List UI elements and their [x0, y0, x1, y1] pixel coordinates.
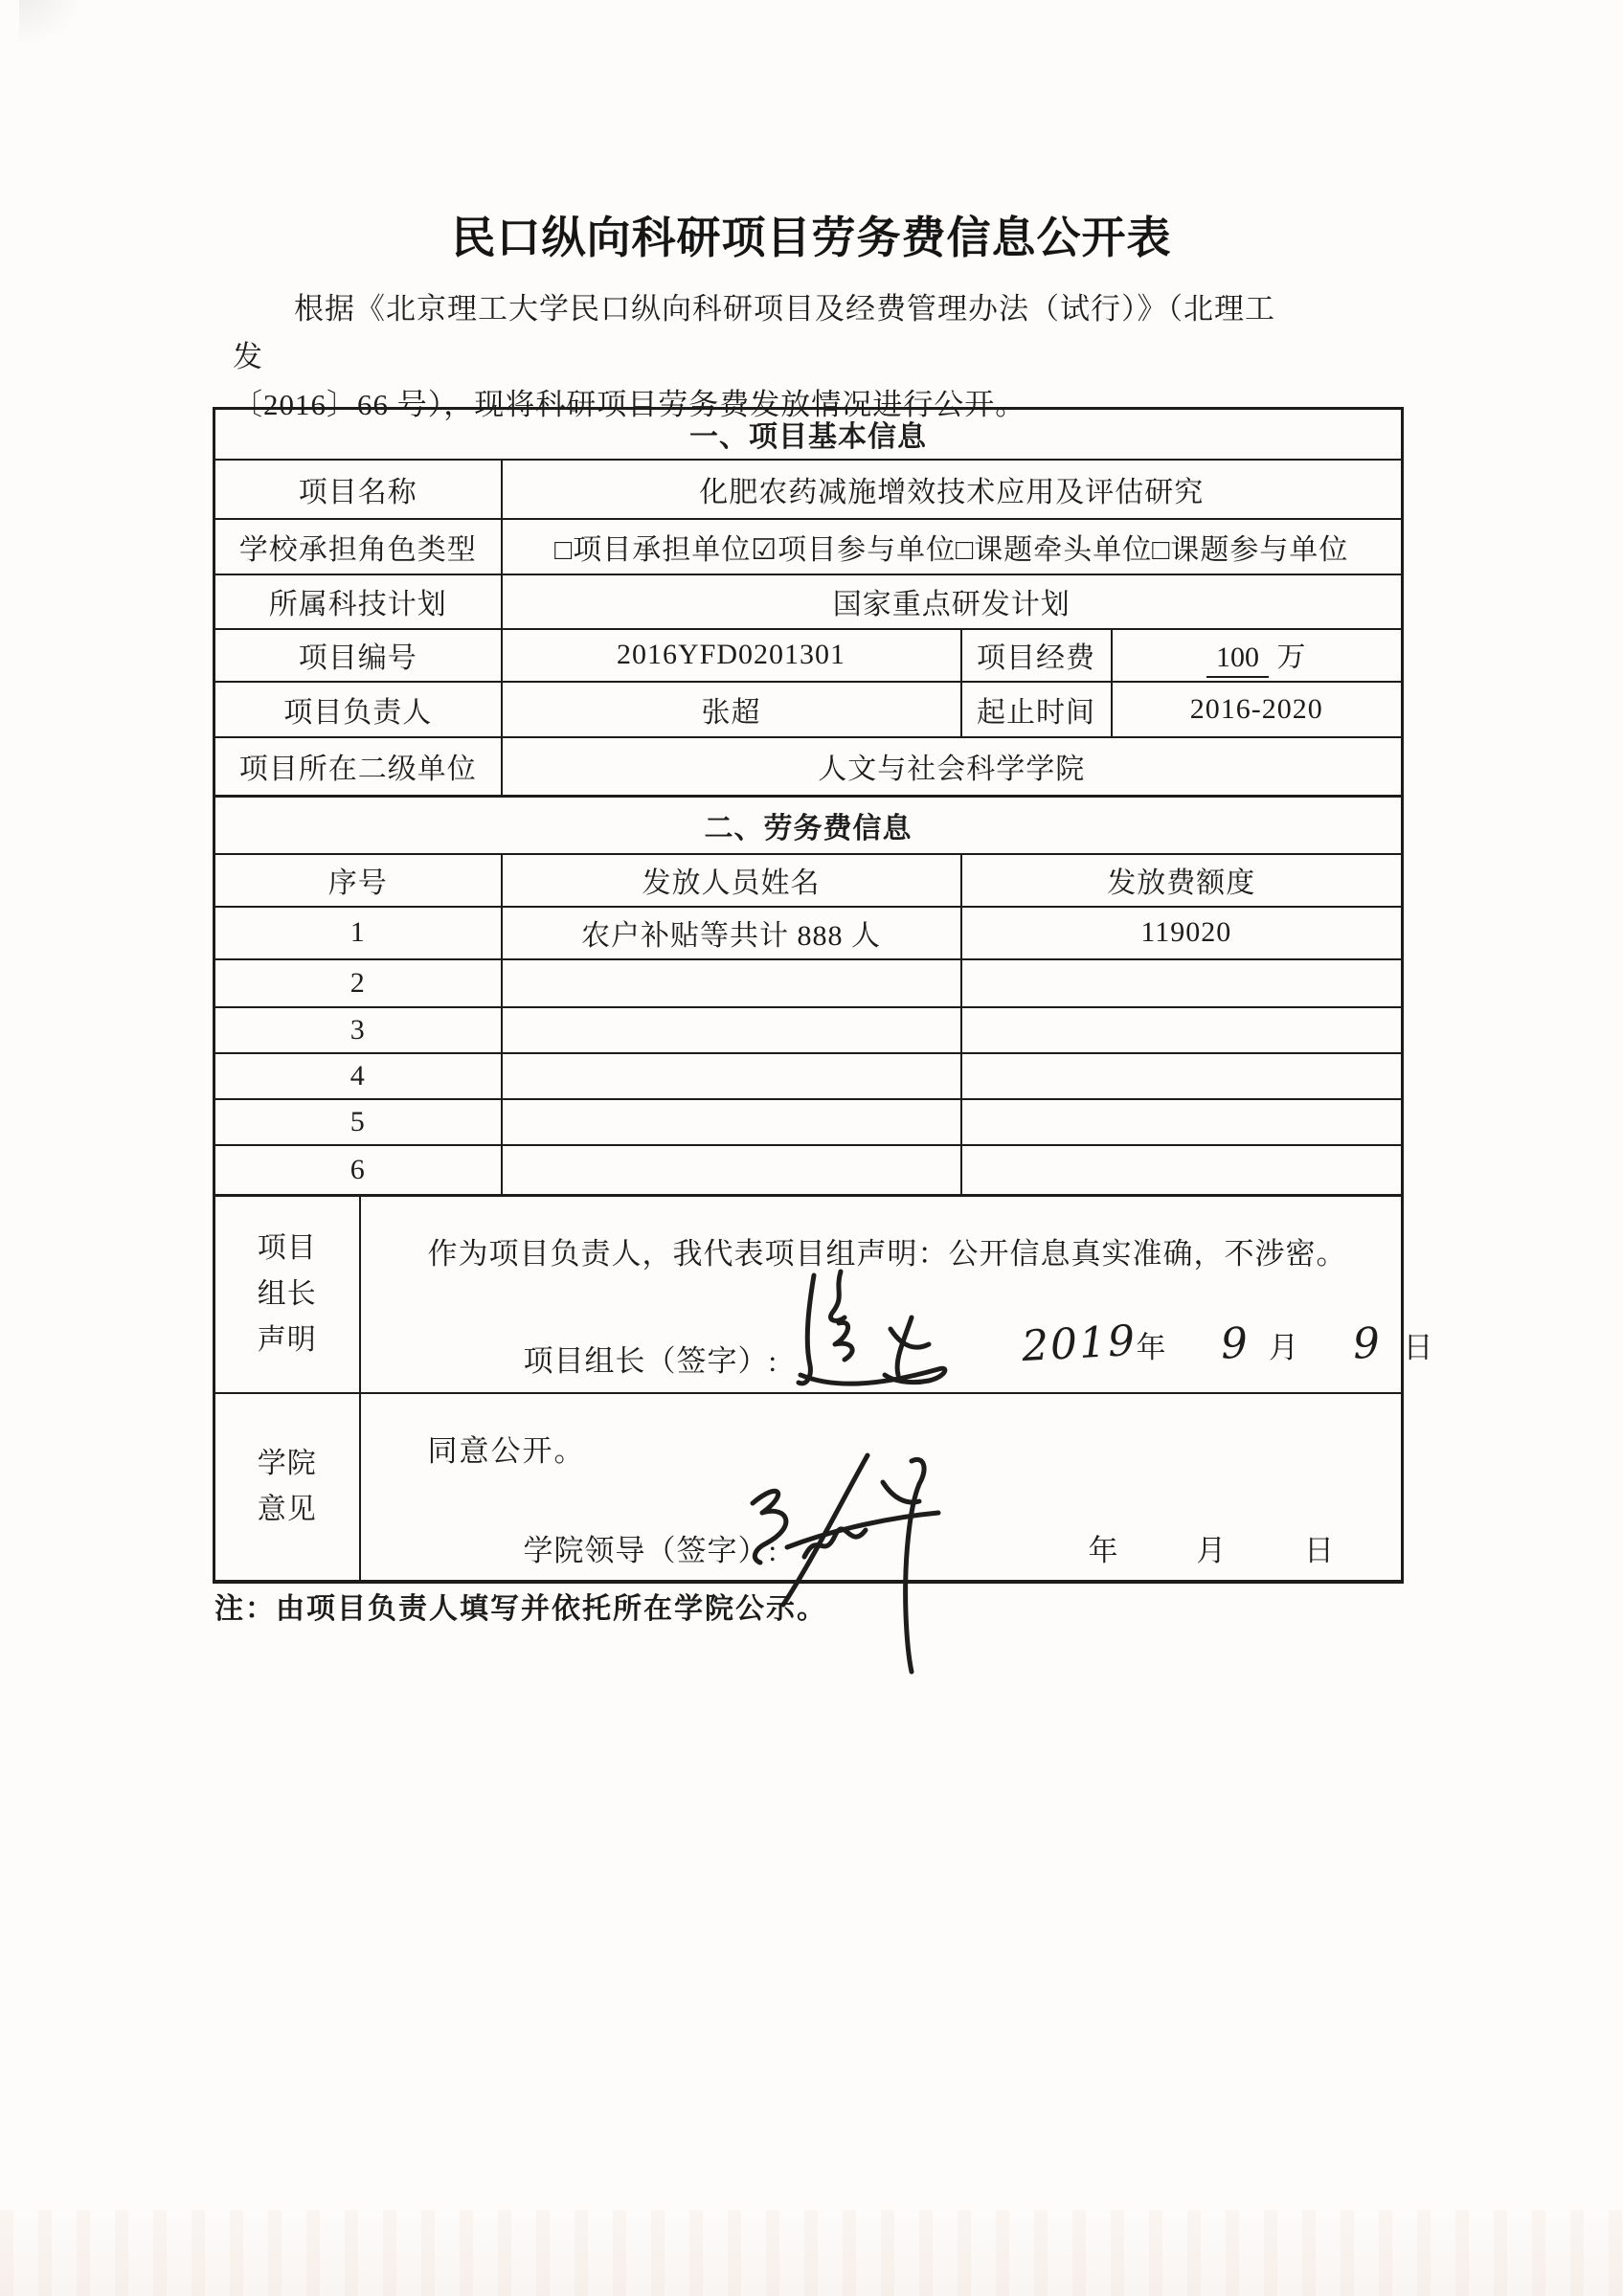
label-line: 组长 [257, 1277, 317, 1310]
table-row [214, 1145, 1403, 1196]
table-row [214, 907, 1403, 959]
row-amount [961, 1053, 1403, 1099]
statement-text: 作为项目负责人，我代表项目组声明：公开信息真实准确，不涉密。 [427, 1237, 1347, 1271]
role-type-label: 学校承担角色类型 [214, 519, 502, 574]
label-line: 声明 [257, 1323, 317, 1356]
row-name [502, 959, 961, 1007]
day-unit: 日 [1403, 1331, 1434, 1364]
month-unit: 月 [1268, 1331, 1299, 1364]
row-no: 1 [214, 907, 502, 959]
college-sign-label: 学院领导（签字）: [523, 1533, 778, 1567]
project-name-label: 项目名称 [214, 460, 502, 519]
row-amount [961, 1099, 1403, 1145]
footnote: 注：由项目负责人填写并依托所在学院公示。 [214, 1593, 827, 1625]
sci-plan-value: 国家重点研发计划 [502, 574, 1403, 629]
budget-unit: 万 [1276, 641, 1307, 673]
project-number-value: 2016YFD0201301 [502, 629, 961, 682]
intro-line-2: 〔2016〕66 号），现将科研项目劳务费发放情况进行公开。 [233, 388, 1026, 421]
label-line: 学院 [257, 1447, 317, 1479]
college-opinion-cell [360, 1393, 1403, 1582]
label-line: 意见 [257, 1493, 317, 1525]
row-name [502, 1145, 961, 1196]
leader-sign-label: 项目组长（签字）: [523, 1344, 778, 1378]
unit-label: 项目所在二级单位 [214, 737, 502, 797]
leader-sign-date [1020, 1316, 1434, 1372]
row-amount [961, 1145, 1403, 1196]
row-name [502, 1007, 961, 1053]
handwritten-month: 9 [1219, 1318, 1251, 1369]
section-basic-info-header: 一、项目基本信息 [214, 409, 1403, 460]
scan-bottom-edge [0, 2210, 1623, 2296]
table-row [214, 1099, 1403, 1145]
role-type-checkboxes: □项目承担单位☑项目参与单位□课题牵头单位□课题参与单位 [502, 519, 1403, 574]
month-unit: 月 [1196, 1533, 1228, 1567]
col-header-no: 序号 [214, 854, 502, 907]
label-line: 项目 [257, 1231, 317, 1264]
row-no: 5 [214, 1099, 502, 1145]
opinion-text: 同意公开。 [427, 1433, 586, 1468]
row-no: 4 [214, 1053, 502, 1099]
period-label: 起止时间 [961, 682, 1112, 737]
budget-amount: 100 [1206, 642, 1269, 678]
sci-plan-label: 所属科技计划 [214, 574, 502, 629]
year-unit: 年 [1088, 1533, 1119, 1567]
row-name [502, 1053, 961, 1099]
intro-line-1: 根据《北京理工大学民口纵向科研项目及经费管理办法（试行）》（北理工发 [233, 292, 1275, 373]
leader-label: 项目负责人 [214, 682, 502, 737]
year-unit: 年 [1136, 1331, 1167, 1364]
row-no: 3 [214, 1007, 502, 1053]
handwritten-day: 9 [1352, 1318, 1384, 1369]
page-title: 民口纵向科研项目劳务费信息公开表 [451, 213, 1172, 262]
row-amount [961, 959, 1403, 1007]
leader-statement-cell [360, 1196, 1434, 1393]
disclosure-form-table [213, 407, 1434, 1584]
table-row [214, 959, 1403, 1007]
row-no: 2 [214, 959, 502, 1007]
college-sign-date [1089, 1526, 1336, 1569]
table-row [214, 1007, 1403, 1053]
section-labor-fee-header: 二、劳务费信息 [214, 797, 1403, 854]
leader-statement-row-label [214, 1196, 360, 1393]
row-name [502, 1099, 961, 1145]
handwritten-year: 2019 [1020, 1316, 1138, 1372]
project-number-label: 项目编号 [214, 629, 502, 682]
row-amount: 119020 [961, 907, 1403, 959]
col-header-name: 发放人员姓名 [502, 854, 961, 907]
budget-label: 项目经费 [961, 629, 1112, 682]
scan-corner-smudge [19, 0, 86, 48]
row-no: 6 [214, 1145, 502, 1196]
project-name-value: 化肥农药减施增效技术应用及评估研究 [502, 460, 1403, 519]
day-unit: 日 [1304, 1533, 1335, 1567]
row-name: 农户补贴等共计 888 人 [502, 907, 961, 959]
leader-value: 张超 [502, 682, 961, 737]
table-row [214, 1053, 1403, 1099]
col-header-amount: 发放费额度 [961, 854, 1403, 907]
period-value: 2016-2020 [1112, 682, 1403, 737]
college-opinion-row-label [214, 1393, 360, 1582]
row-amount [961, 1007, 1403, 1053]
budget-cell [1112, 629, 1403, 682]
unit-value: 人文与社会科学学院 [502, 737, 1403, 797]
